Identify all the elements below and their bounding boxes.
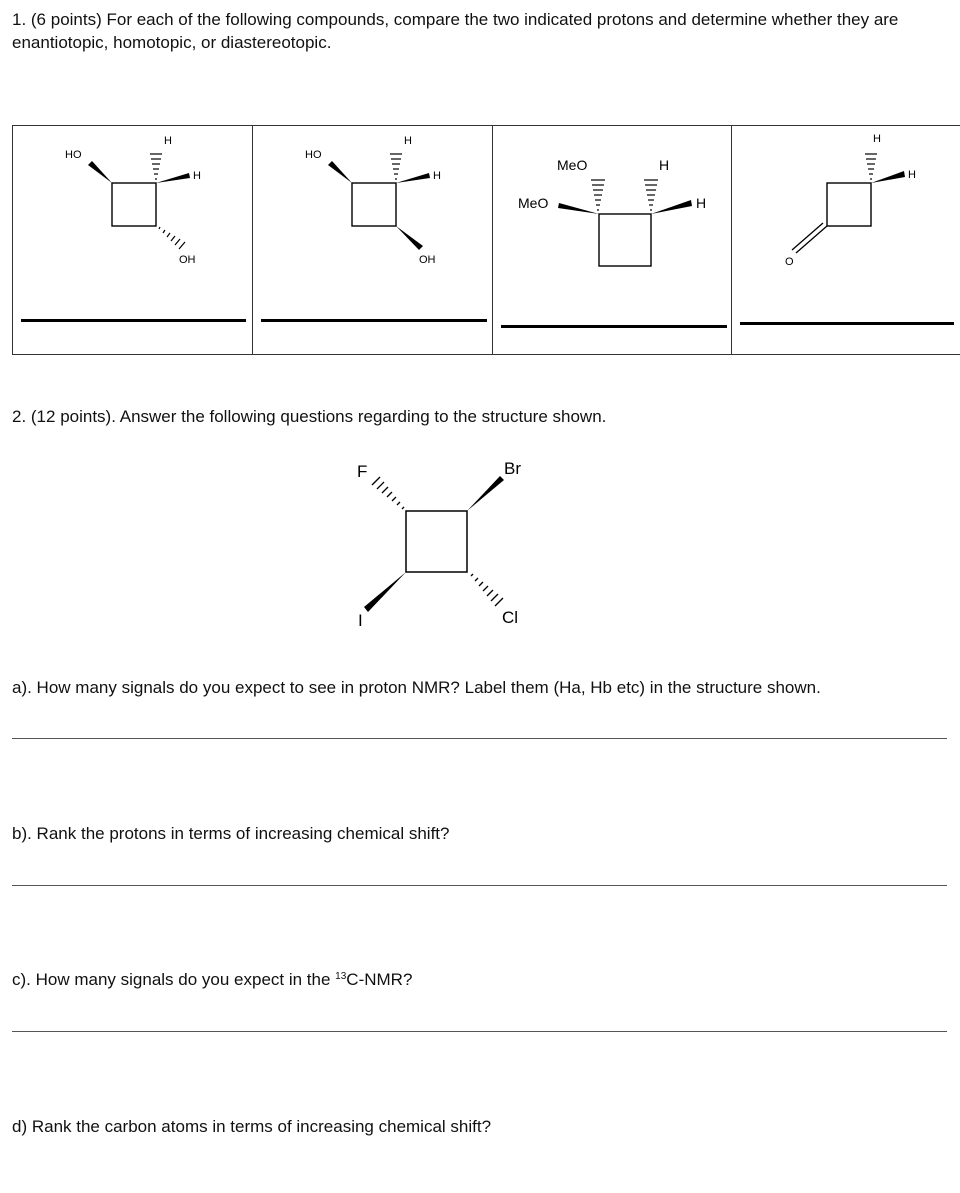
compound-cell-1	[13, 126, 253, 355]
question-2c-text	[12, 968, 412, 991]
compound-cell-2	[252, 126, 492, 355]
compound-1-h-top-label: H	[164, 135, 172, 147]
compound-4-o-label: O	[785, 256, 794, 268]
compound-4-h-top-label: H	[873, 133, 882, 145]
compound-2-h-right-label: H	[432, 170, 441, 182]
compound-1-oh-label: OH	[179, 254, 196, 266]
question-2d-text: d) Rank the carbon atoms in terms of increasing chemical shift?	[12, 1117, 492, 1136]
compound-4-structure	[732, 126, 954, 355]
compound-4-h-right-label: H	[908, 169, 917, 181]
question-2c-prefix: c). How many signals do you expect in the	[12, 970, 336, 989]
compound-cell-4	[732, 126, 960, 355]
compound-3-h-right-label: H	[695, 195, 706, 211]
compound-2-answer-blank[interactable]	[261, 319, 487, 322]
compound-3-answer-blank[interactable]	[501, 325, 727, 328]
question-2-text: 2. (12 points). Answer the following questions regarding to the structure shown.	[12, 407, 607, 426]
compound-3-h-top-label: H	[658, 157, 669, 173]
structure-cl-label: Cl	[502, 608, 519, 627]
question-2c-suffix: C-NMR?	[346, 970, 413, 989]
structure-i-label: I	[358, 611, 363, 630]
compound-3-meo-left-label: MeO	[517, 195, 548, 211]
compound-2-ho-label: HO	[304, 149, 322, 161]
compound-2-oh-label: OH	[418, 254, 436, 266]
compound-1-h-right-label: H	[193, 170, 201, 182]
question-2-structure	[340, 452, 580, 632]
carbon-13-superscript: 13	[335, 971, 347, 982]
answer-line-c[interactable]	[12, 1031, 947, 1032]
compound-2-h-top-label: H	[403, 135, 412, 147]
question-2a-text: a). How many signals do you expect to see in proton NMR? Label them (Ha, Hb etc) in the structure shown.	[12, 678, 821, 697]
structure-br-label: Br	[504, 459, 521, 478]
question-2b-text: b). Rank the protons in terms of increasing chemical shift?	[12, 824, 450, 843]
compound-3-meo-top-label: MeO	[556, 157, 587, 173]
answer-line-a[interactable]	[12, 738, 947, 739]
compound-3-structure	[493, 126, 735, 355]
compound-4-answer-blank[interactable]	[740, 322, 954, 325]
structure-f-label: F	[357, 462, 368, 481]
question-1-text: 1. (6 points) For each of the following compounds, compare the two indicated protons and determine whether they are enantiotopic, homotopic, or diastereotopic.	[12, 10, 899, 52]
compounds-table	[12, 125, 960, 355]
answer-line-b[interactable]	[12, 885, 947, 886]
compound-1-ho-label: HO	[65, 149, 82, 161]
compound-1-answer-blank[interactable]	[21, 319, 246, 322]
compound-cell-3	[492, 126, 732, 355]
